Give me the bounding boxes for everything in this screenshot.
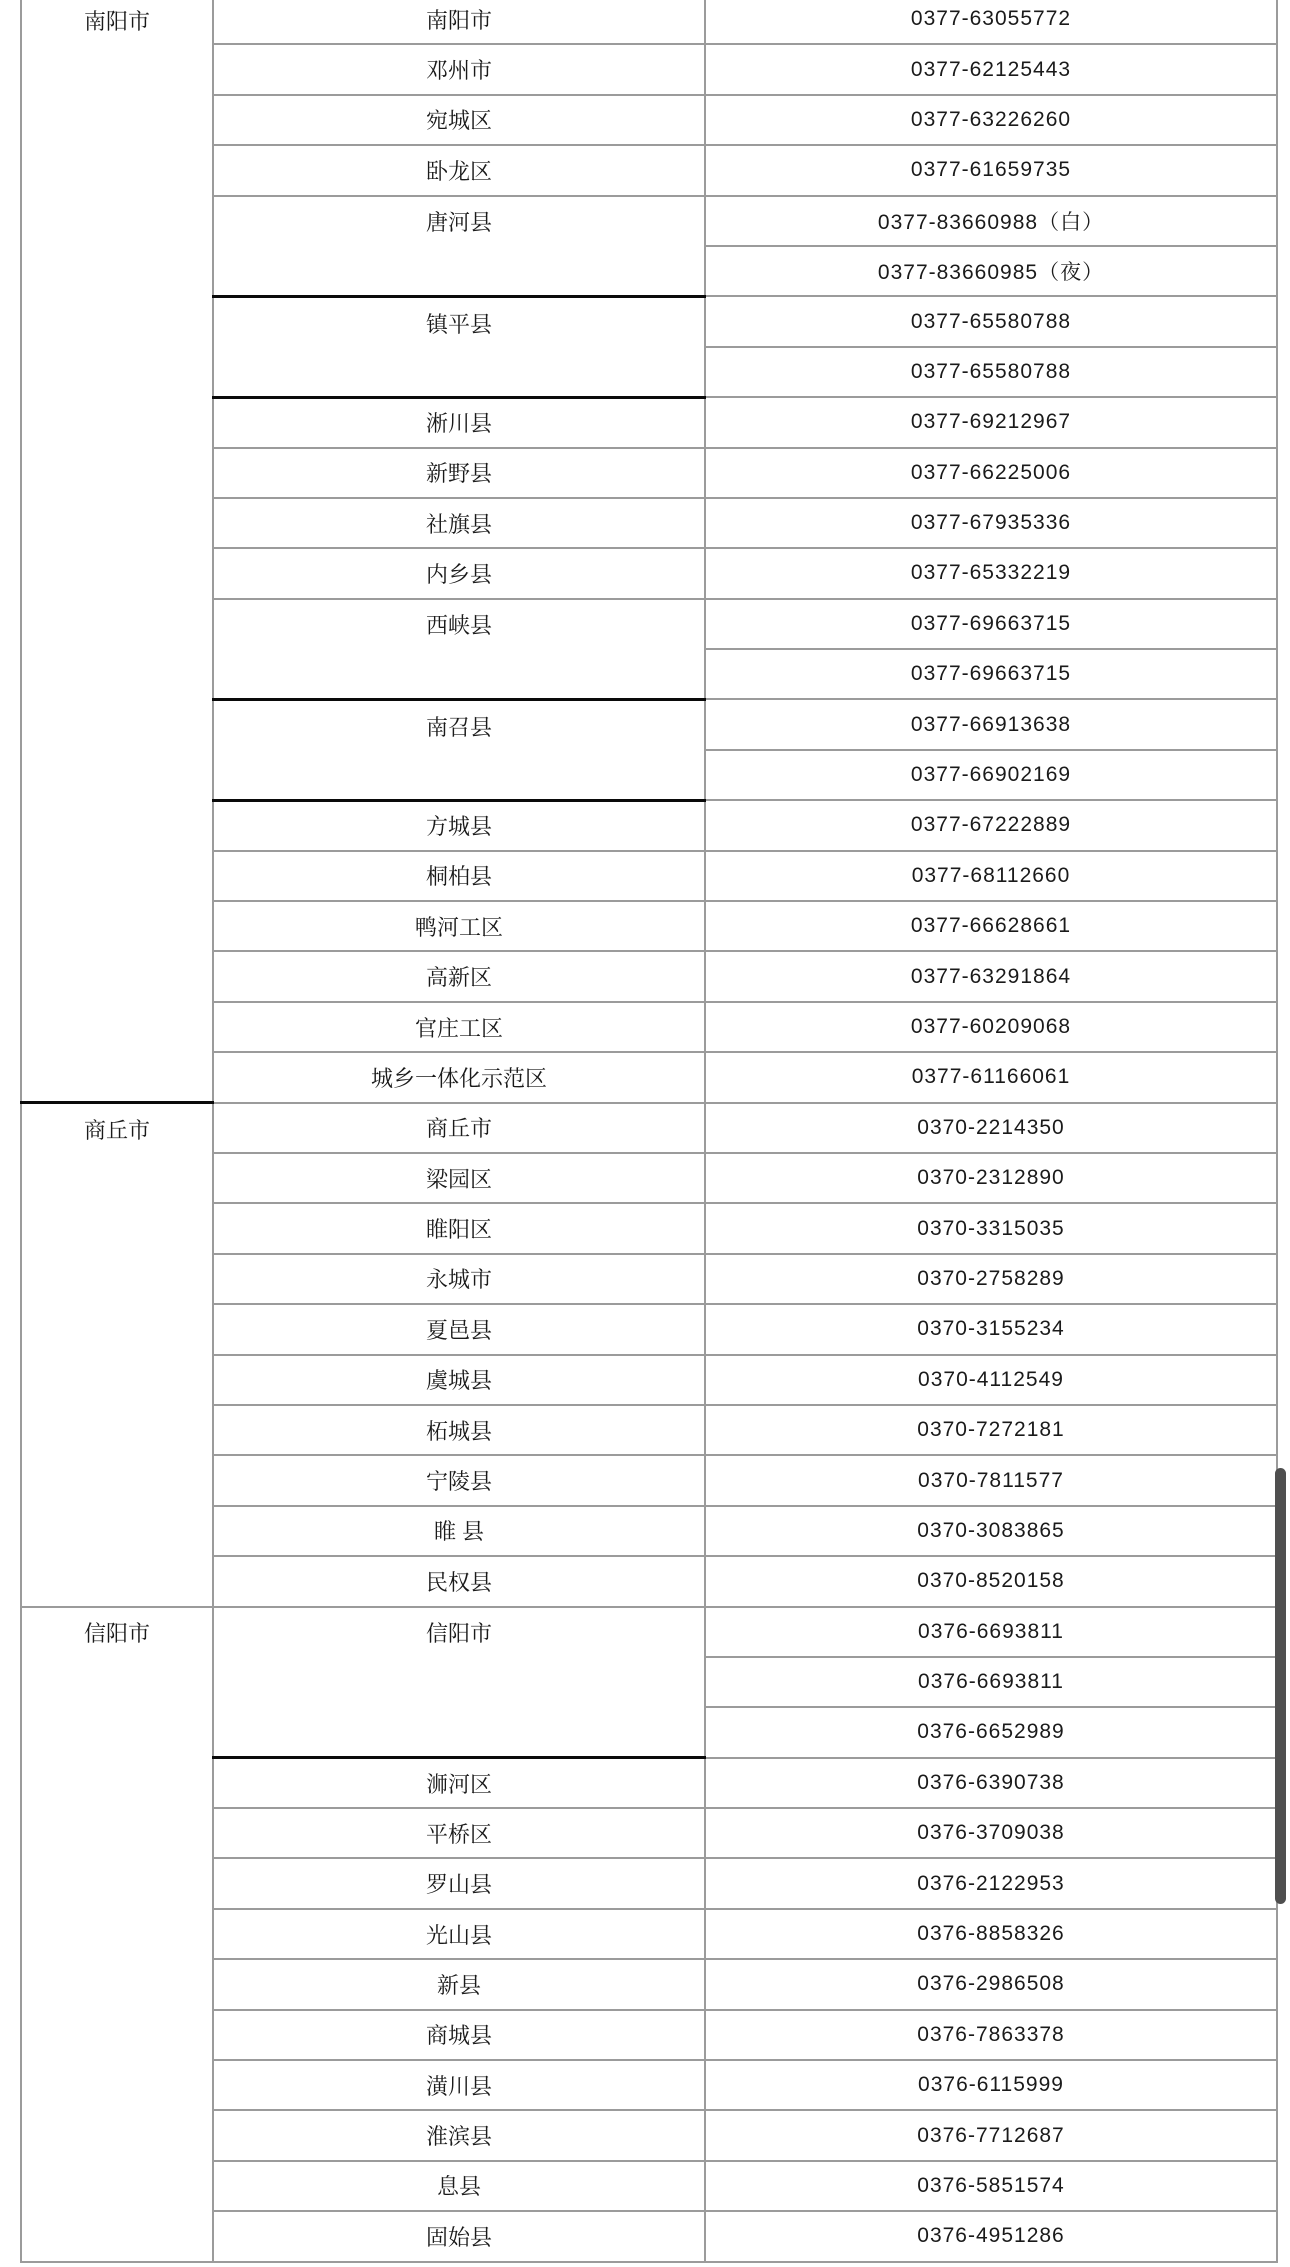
district-cell (213, 699, 705, 800)
phone-cell: 0377-61659735 (705, 145, 1277, 195)
phone-cell: 0377-63226260 (705, 95, 1277, 145)
table-row (21, 1103, 1277, 1153)
district-cell (213, 296, 705, 397)
district-cell: 宛城区 (213, 95, 705, 145)
district-cell: 新野县 (213, 448, 705, 498)
scrollbar-thumb[interactable] (1275, 1468, 1286, 1904)
district-cell: 淅川县 (213, 397, 705, 447)
phone-cell: 0376-5851574 (705, 2161, 1277, 2211)
phone-cell: 0376-6115999 (705, 2060, 1277, 2110)
phone-cell: 0377-65580788 (705, 296, 1277, 346)
phone-cell: 0370-8520158 (705, 1556, 1277, 1606)
phone-cell: 0377-68112660 (705, 851, 1277, 901)
district-cell: 夏邑县 (213, 1304, 705, 1354)
district-cell: 桐柏县 (213, 851, 705, 901)
phone-cell: 0377-60209068 (705, 1002, 1277, 1052)
phone-cell: 0370-2312890 (705, 1153, 1277, 1203)
hotline-table-body (21, 0, 1277, 2262)
district-cell: 永城市 (213, 1254, 705, 1304)
phone-cell: 0376-2122953 (705, 1858, 1277, 1908)
district-cell: 商丘市 (213, 1103, 705, 1153)
district-label: 信阳市 (425, 1621, 492, 1647)
district-cell: 潢川县 (213, 2060, 705, 2110)
hotline-table (20, 0, 1278, 2263)
phone-cell: 0377-61166061 (705, 1052, 1277, 1102)
phone-cell: 0377-66225006 (705, 448, 1277, 498)
phone-cell: 0377-63291864 (705, 951, 1277, 1001)
phone-cell: 0377-69663715 (705, 599, 1277, 649)
phone-cell: 0370-3155234 (705, 1304, 1277, 1354)
district-cell: 民权县 (213, 1556, 705, 1606)
district-cell: 光山县 (213, 1909, 705, 1959)
city-cell (21, 1103, 213, 1607)
phone-cell: 0377-83660988（白） (705, 196, 1277, 246)
district-cell: 淮滨县 (213, 2110, 705, 2160)
table-row (21, 1607, 1277, 1657)
district-cell: 梁园区 (213, 1153, 705, 1203)
phone-cell: 0376-7712687 (705, 2110, 1277, 2160)
district-cell: 社旗县 (213, 498, 705, 548)
district-cell: 南阳市 (213, 0, 705, 44)
district-cell: 官庄工区 (213, 1002, 705, 1052)
phone-cell: 0377-69212967 (705, 397, 1277, 447)
district-cell: 商城县 (213, 2010, 705, 2060)
district-cell: 浉河区 (213, 1758, 705, 1808)
phone-cell: 0377-66913638 (705, 699, 1277, 749)
phone-cell: 0377-67222889 (705, 800, 1277, 850)
city-cell (21, 0, 213, 1103)
district-cell: 虞城县 (213, 1355, 705, 1405)
phone-cell: 0370-2758289 (705, 1254, 1277, 1304)
phone-cell: 0370-2214350 (705, 1103, 1277, 1153)
phone-cell: 0370-3315035 (705, 1203, 1277, 1253)
district-cell (213, 1607, 705, 1758)
phone-cell: 0370-3083865 (705, 1506, 1277, 1556)
city-cell (21, 1607, 213, 2262)
district-cell: 息县 (213, 2161, 705, 2211)
district-cell: 新县 (213, 1959, 705, 2009)
district-cell (213, 599, 705, 700)
district-cell: 内乡县 (213, 548, 705, 598)
district-label: 镇平县 (425, 311, 492, 337)
district-label: 南召县 (425, 714, 492, 740)
district-label: 唐河县 (425, 210, 492, 236)
phone-cell: 0370-7811577 (705, 1455, 1277, 1505)
phone-cell: 0376-3709038 (705, 1808, 1277, 1858)
city-label: 南阳市 (83, 8, 150, 34)
table-row (21, 0, 1277, 44)
district-cell (213, 196, 705, 297)
district-cell: 固始县 (213, 2211, 705, 2261)
phone-cell: 0377-62125443 (705, 44, 1277, 94)
phone-cell: 0370-4112549 (705, 1355, 1277, 1405)
district-cell: 方城县 (213, 800, 705, 850)
district-cell: 平桥区 (213, 1808, 705, 1858)
phone-cell: 0370-7272181 (705, 1405, 1277, 1455)
phone-cell: 0376-4951286 (705, 2211, 1277, 2261)
city-label: 商丘市 (83, 1117, 150, 1143)
phone-cell: 0377-65580788 (705, 347, 1277, 397)
phone-cell: 0376-6390738 (705, 1758, 1277, 1808)
phone-cell: 0377-69663715 (705, 649, 1277, 699)
district-cell: 睢阳区 (213, 1203, 705, 1253)
district-cell: 罗山县 (213, 1858, 705, 1908)
district-cell: 高新区 (213, 951, 705, 1001)
phone-cell: 0377-63055772 (705, 0, 1277, 44)
district-cell: 宁陵县 (213, 1455, 705, 1505)
phone-cell: 0377-67935336 (705, 498, 1277, 548)
phone-cell: 0376-6693811 (705, 1657, 1277, 1707)
phone-cell: 0376-6693811 (705, 1607, 1277, 1657)
district-cell: 鸭河工区 (213, 901, 705, 951)
district-cell: 邓州市 (213, 44, 705, 94)
district-label: 西峡县 (425, 613, 492, 639)
phone-cell: 0376-7863378 (705, 2010, 1277, 2060)
phone-cell: 0376-6652989 (705, 1707, 1277, 1757)
city-label: 信阳市 (83, 1621, 150, 1647)
phone-cell: 0376-8858326 (705, 1909, 1277, 1959)
phone-cell: 0377-83660985（夜） (705, 246, 1277, 296)
phone-cell: 0377-66902169 (705, 750, 1277, 800)
district-cell: 卧龙区 (213, 145, 705, 195)
district-cell: 城乡一体化示范区 (213, 1052, 705, 1102)
district-cell: 睢 县 (213, 1506, 705, 1556)
phone-cell: 0377-66628661 (705, 901, 1277, 951)
phone-cell: 0377-65332219 (705, 548, 1277, 598)
district-cell: 柘城县 (213, 1405, 705, 1455)
phone-cell: 0376-2986508 (705, 1959, 1277, 2009)
